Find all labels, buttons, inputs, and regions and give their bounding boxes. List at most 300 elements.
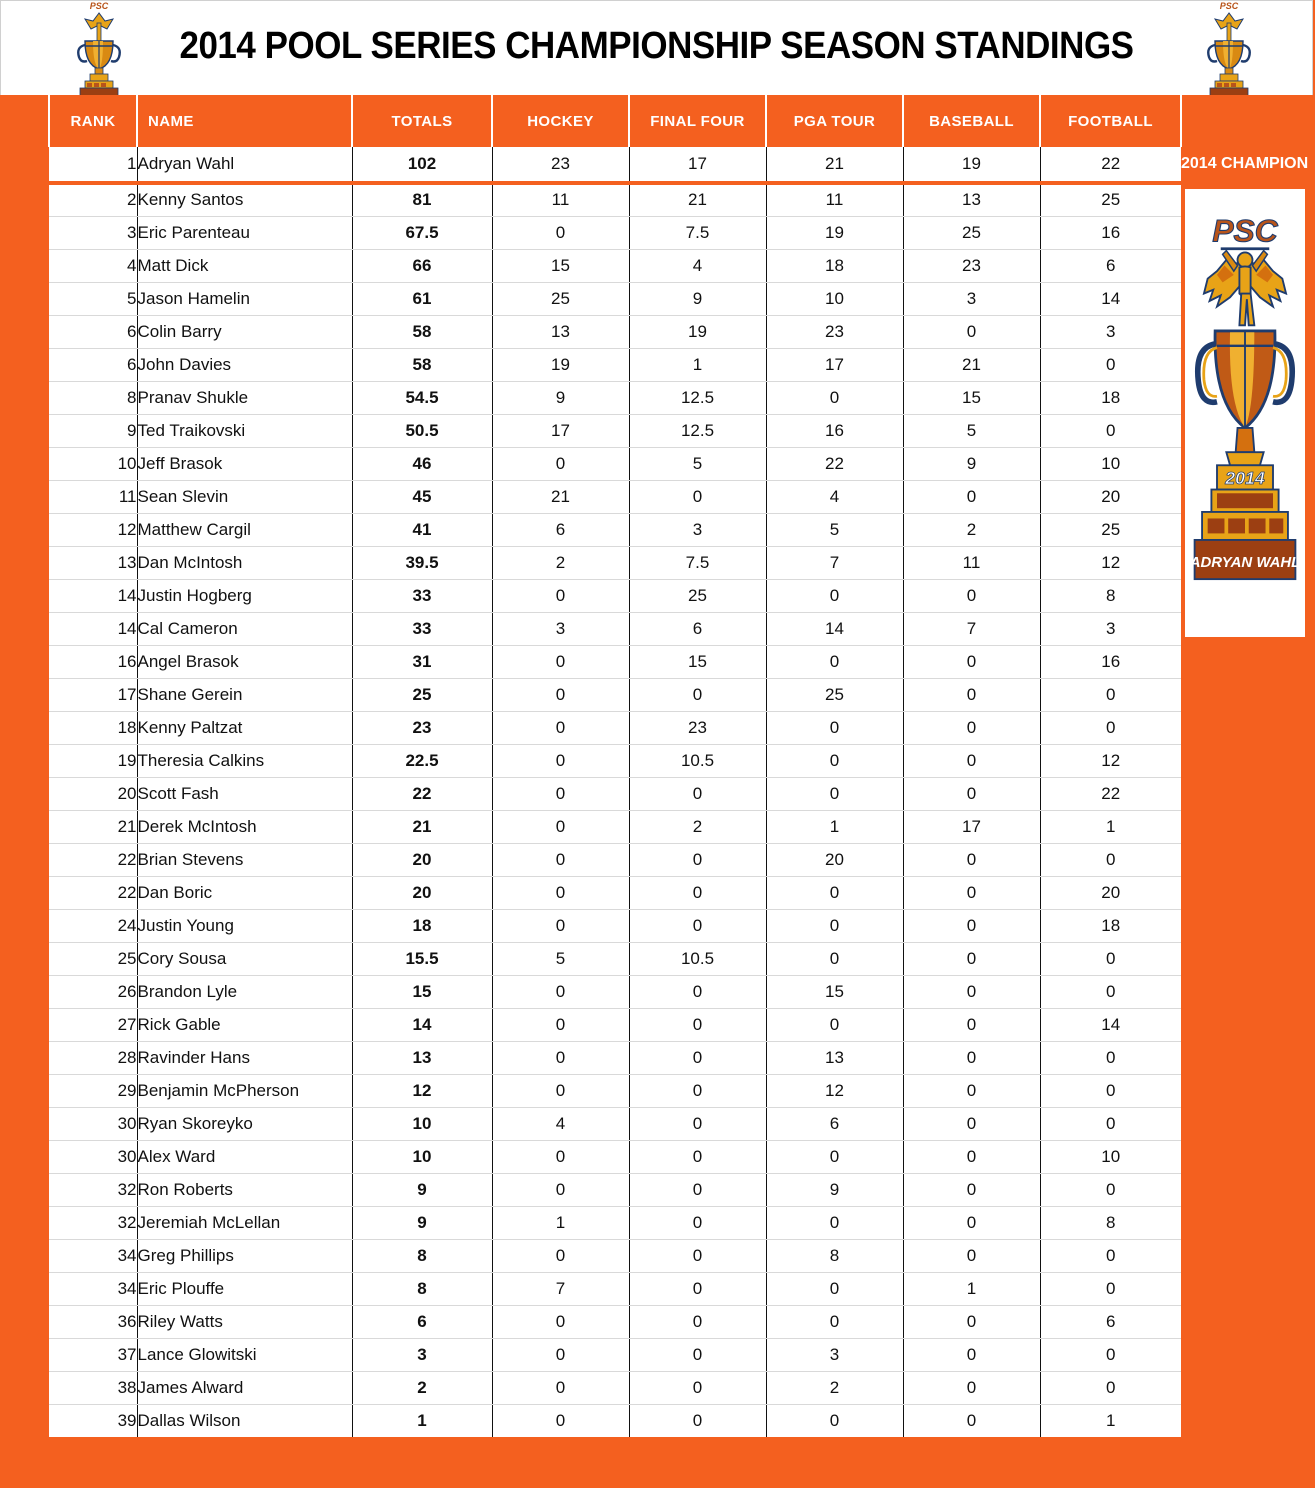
- pga-tour-cell: 22: [766, 447, 903, 480]
- final-four-cell: 12.5: [629, 381, 766, 414]
- table-body: [49, 147, 1181, 1437]
- football-cell: 1: [1040, 810, 1181, 843]
- hockey-cell: 7: [492, 1272, 629, 1305]
- table-row[interactable]: [49, 678, 1181, 711]
- totals-cell: 12: [352, 1074, 492, 1107]
- football-cell: 0: [1040, 1041, 1181, 1074]
- rank-cell: 1: [49, 147, 137, 183]
- totals-cell: 33: [352, 612, 492, 645]
- table-row[interactable]: [49, 348, 1181, 381]
- table-row[interactable]: [49, 1107, 1181, 1140]
- baseball-cell: 0: [903, 678, 1040, 711]
- hockey-cell: 0: [492, 645, 629, 678]
- football-cell: 0: [1040, 1107, 1181, 1140]
- name-cell: Shane Gerein: [137, 678, 352, 711]
- title-band: [0, 0, 1313, 95]
- final-four-cell: 10.5: [629, 744, 766, 777]
- table-row[interactable]: [49, 1008, 1181, 1041]
- rank-cell: 6: [49, 348, 137, 381]
- name-cell: John Davies: [137, 348, 352, 381]
- pga-tour-cell: 3: [766, 1338, 903, 1371]
- football-cell: 0: [1040, 1371, 1181, 1404]
- rank-cell: 36: [49, 1305, 137, 1338]
- table-row[interactable]: [49, 876, 1181, 909]
- baseball-cell: 0: [903, 645, 1040, 678]
- football-cell: 22: [1040, 147, 1181, 183]
- hockey-cell: 0: [492, 1239, 629, 1272]
- pga-tour-cell: 0: [766, 1206, 903, 1239]
- table-row[interactable]: [49, 546, 1181, 579]
- final-four-cell: 0: [629, 1404, 766, 1437]
- hockey-cell: 0: [492, 876, 629, 909]
- name-cell: Colin Barry: [137, 315, 352, 348]
- rank-cell: 4: [49, 249, 137, 282]
- final-four-cell: 0: [629, 1371, 766, 1404]
- totals-cell: 25: [352, 678, 492, 711]
- name-cell: Scott Fash: [137, 777, 352, 810]
- pga-tour-cell: 14: [766, 612, 903, 645]
- rank-cell: 26: [49, 975, 137, 1008]
- totals-cell: 21: [352, 810, 492, 843]
- hockey-cell: 0: [492, 678, 629, 711]
- table-row[interactable]: [49, 414, 1181, 447]
- pga-tour-cell: 1: [766, 810, 903, 843]
- name-cell: Matthew Cargil: [137, 513, 352, 546]
- baseball-cell: 15: [903, 381, 1040, 414]
- baseball-cell: 0: [903, 975, 1040, 1008]
- svg-text:2014: 2014: [1225, 467, 1265, 488]
- baseball-cell: 17: [903, 810, 1040, 843]
- pga-tour-cell: 13: [766, 1041, 903, 1074]
- totals-cell: 13: [352, 1041, 492, 1074]
- table-row[interactable]: [49, 249, 1181, 282]
- champion-trophy-icon: [1189, 193, 1301, 633]
- table-row[interactable]: [49, 480, 1181, 513]
- baseball-cell: 0: [903, 1305, 1040, 1338]
- totals-cell: 66: [352, 249, 492, 282]
- football-cell: 0: [1040, 348, 1181, 381]
- table-row[interactable]: [49, 612, 1181, 645]
- hockey-cell: 0: [492, 744, 629, 777]
- baseball-cell: 5: [903, 414, 1040, 447]
- baseball-cell: 7: [903, 612, 1040, 645]
- totals-cell: 18: [352, 909, 492, 942]
- pga-tour-cell: 0: [766, 744, 903, 777]
- table-row[interactable]: [49, 1371, 1181, 1404]
- hockey-cell: 4: [492, 1107, 629, 1140]
- final-four-cell: 15: [629, 645, 766, 678]
- table-row[interactable]: [49, 579, 1181, 612]
- final-four-cell: 0: [629, 1008, 766, 1041]
- name-cell: Riley Watts: [137, 1305, 352, 1338]
- table-row[interactable]: [49, 1206, 1181, 1239]
- column-header-final-four[interactable]: FINAL FOUR: [629, 95, 766, 147]
- svg-text:PSC: PSC: [1219, 1, 1239, 11]
- rank-cell: 24: [49, 909, 137, 942]
- rank-cell: 5: [49, 282, 137, 315]
- final-four-cell: 21: [629, 183, 766, 216]
- final-four-cell: 0: [629, 777, 766, 810]
- football-cell: 25: [1040, 183, 1181, 216]
- hockey-cell: 0: [492, 1173, 629, 1206]
- final-four-cell: 4: [629, 249, 766, 282]
- table-row[interactable]: [49, 513, 1181, 546]
- final-four-cell: 9: [629, 282, 766, 315]
- baseball-cell: 0: [903, 1239, 1040, 1272]
- football-cell: 18: [1040, 381, 1181, 414]
- pga-tour-cell: 15: [766, 975, 903, 1008]
- football-cell: 10: [1040, 1140, 1181, 1173]
- pga-tour-cell: 0: [766, 876, 903, 909]
- football-cell: 22: [1040, 777, 1181, 810]
- svg-text:PSC: PSC: [1212, 212, 1278, 249]
- name-cell: James Alward: [137, 1371, 352, 1404]
- football-cell: 10: [1040, 447, 1181, 480]
- hockey-cell: 6: [492, 513, 629, 546]
- table-row[interactable]: [49, 645, 1181, 678]
- rank-cell: 14: [49, 579, 137, 612]
- baseball-cell: 0: [903, 480, 1040, 513]
- final-four-cell: 12.5: [629, 414, 766, 447]
- rank-cell: 30: [49, 1107, 137, 1140]
- table-row[interactable]: [49, 1305, 1181, 1338]
- football-cell: 25: [1040, 513, 1181, 546]
- hockey-cell: 0: [492, 711, 629, 744]
- name-cell: Derek McIntosh: [137, 810, 352, 843]
- rank-cell: 18: [49, 711, 137, 744]
- baseball-cell: 23: [903, 249, 1040, 282]
- baseball-cell: 0: [903, 1338, 1040, 1371]
- table-row[interactable]: [49, 1041, 1181, 1074]
- table-row[interactable]: [49, 1404, 1181, 1437]
- rank-cell: 10: [49, 447, 137, 480]
- rank-cell: 25: [49, 942, 137, 975]
- baseball-cell: 0: [903, 1206, 1040, 1239]
- football-cell: 16: [1040, 216, 1181, 249]
- table-row[interactable]: [49, 744, 1181, 777]
- totals-cell: 2: [352, 1371, 492, 1404]
- final-four-cell: 19: [629, 315, 766, 348]
- name-cell: Eric Parenteau: [137, 216, 352, 249]
- hockey-cell: 0: [492, 216, 629, 249]
- final-four-cell: 0: [629, 843, 766, 876]
- pga-tour-cell: 0: [766, 1305, 903, 1338]
- table-row[interactable]: [49, 810, 1181, 843]
- totals-cell: 61: [352, 282, 492, 315]
- totals-cell: 50.5: [352, 414, 492, 447]
- name-cell: Dallas Wilson: [137, 1404, 352, 1437]
- final-four-cell: 25: [629, 579, 766, 612]
- name-cell: Angel Brasok: [137, 645, 352, 678]
- football-cell: 18: [1040, 909, 1181, 942]
- pga-tour-cell: 5: [766, 513, 903, 546]
- rank-cell: 29: [49, 1074, 137, 1107]
- baseball-cell: 0: [903, 711, 1040, 744]
- totals-cell: 31: [352, 645, 492, 678]
- final-four-cell: 23: [629, 711, 766, 744]
- table-row[interactable]: [49, 1272, 1181, 1305]
- name-cell: Jeff Brasok: [137, 447, 352, 480]
- hockey-cell: 0: [492, 1140, 629, 1173]
- hockey-cell: 0: [492, 447, 629, 480]
- totals-cell: 33: [352, 579, 492, 612]
- name-cell: Matt Dick: [137, 249, 352, 282]
- column-header-pga-tour[interactable]: PGA TOUR: [766, 95, 903, 147]
- rank-cell: 19: [49, 744, 137, 777]
- final-four-cell: 17: [629, 147, 766, 183]
- table-row[interactable]: [49, 183, 1181, 216]
- column-header-football[interactable]: FOOTBALL: [1040, 95, 1181, 147]
- column-header-baseball[interactable]: BASEBALL: [903, 95, 1040, 147]
- hockey-cell: 0: [492, 1074, 629, 1107]
- table-row[interactable]: [49, 975, 1181, 1008]
- table-row[interactable]: [49, 1239, 1181, 1272]
- rank-cell: 13: [49, 546, 137, 579]
- rank-cell: 6: [49, 315, 137, 348]
- hockey-cell: 9: [492, 381, 629, 414]
- hockey-cell: 0: [492, 579, 629, 612]
- hockey-cell: 0: [492, 1404, 629, 1437]
- baseball-cell: 0: [903, 1371, 1040, 1404]
- totals-cell: 9: [352, 1173, 492, 1206]
- name-cell: Dan Boric: [137, 876, 352, 909]
- baseball-cell: 0: [903, 942, 1040, 975]
- name-cell: Justin Hogberg: [137, 579, 352, 612]
- football-cell: 0: [1040, 414, 1181, 447]
- hockey-cell: 13: [492, 315, 629, 348]
- totals-cell: 15: [352, 975, 492, 1008]
- totals-cell: 8: [352, 1272, 492, 1305]
- totals-cell: 22: [352, 777, 492, 810]
- totals-cell: 81: [352, 183, 492, 216]
- name-cell: Sean Slevin: [137, 480, 352, 513]
- baseball-cell: 0: [903, 1074, 1040, 1107]
- column-header-totals[interactable]: TOTALS: [352, 95, 492, 147]
- pga-tour-cell: 0: [766, 909, 903, 942]
- football-cell: 6: [1040, 1305, 1181, 1338]
- hockey-cell: 0: [492, 975, 629, 1008]
- name-cell: Adryan Wahl: [137, 147, 352, 183]
- rank-cell: 2: [49, 183, 137, 216]
- column-header-rank[interactable]: RANK: [49, 95, 137, 147]
- totals-cell: 1: [352, 1404, 492, 1437]
- rank-cell: 16: [49, 645, 137, 678]
- pga-tour-cell: 0: [766, 777, 903, 810]
- final-four-cell: 0: [629, 1140, 766, 1173]
- rank-cell: 12: [49, 513, 137, 546]
- pga-tour-cell: 10: [766, 282, 903, 315]
- table-row[interactable]: [49, 843, 1181, 876]
- hockey-cell: 15: [492, 249, 629, 282]
- table-row[interactable]: [49, 447, 1181, 480]
- rank-cell: 32: [49, 1206, 137, 1239]
- totals-cell: 58: [352, 315, 492, 348]
- baseball-cell: 3: [903, 282, 1040, 315]
- rank-cell: 14: [49, 612, 137, 645]
- rank-cell: 22: [49, 843, 137, 876]
- hockey-cell: 0: [492, 1008, 629, 1041]
- champion-label: 2014 CHAMPION: [1181, 155, 1309, 172]
- hockey-cell: 0: [492, 843, 629, 876]
- totals-cell: 46: [352, 447, 492, 480]
- final-four-cell: 0: [629, 1239, 766, 1272]
- table-header: [49, 95, 1181, 147]
- baseball-cell: 11: [903, 546, 1040, 579]
- name-cell: Greg Phillips: [137, 1239, 352, 1272]
- pga-tour-cell: 7: [766, 546, 903, 579]
- trophy-icon-right: [1193, 0, 1265, 99]
- pga-tour-cell: 0: [766, 579, 903, 612]
- standings-table-container: [0, 95, 1313, 1488]
- pga-tour-cell: 11: [766, 183, 903, 216]
- table-row[interactable]: [49, 777, 1181, 810]
- totals-cell: 22.5: [352, 744, 492, 777]
- name-cell: Cory Sousa: [137, 942, 352, 975]
- pga-tour-cell: 16: [766, 414, 903, 447]
- totals-cell: 20: [352, 843, 492, 876]
- football-cell: 0: [1040, 1338, 1181, 1371]
- hockey-cell: 0: [492, 1041, 629, 1074]
- hockey-cell: 11: [492, 183, 629, 216]
- table-row[interactable]: [49, 315, 1181, 348]
- table-row[interactable]: [49, 909, 1181, 942]
- baseball-cell: 0: [903, 843, 1040, 876]
- baseball-cell: 13: [903, 183, 1040, 216]
- name-cell: Benjamin McPherson: [137, 1074, 352, 1107]
- football-cell: 16: [1040, 645, 1181, 678]
- pga-tour-cell: 4: [766, 480, 903, 513]
- column-header-name[interactable]: NAME: [137, 95, 352, 147]
- totals-cell: 14: [352, 1008, 492, 1041]
- hockey-cell: 0: [492, 810, 629, 843]
- final-four-cell: 2: [629, 810, 766, 843]
- table-row[interactable]: [49, 1338, 1181, 1371]
- football-cell: 12: [1040, 744, 1181, 777]
- hockey-cell: 0: [492, 909, 629, 942]
- baseball-cell: 9: [903, 447, 1040, 480]
- final-four-cell: 0: [629, 1206, 766, 1239]
- football-cell: 1: [1040, 1404, 1181, 1437]
- totals-cell: 39.5: [352, 546, 492, 579]
- table-row[interactable]: [49, 216, 1181, 249]
- totals-cell: 67.5: [352, 216, 492, 249]
- hockey-cell: 17: [492, 414, 629, 447]
- rank-cell: 34: [49, 1239, 137, 1272]
- name-cell: Pranav Shukle: [137, 381, 352, 414]
- name-cell: Ryan Skoreyko: [137, 1107, 352, 1140]
- hockey-cell: 3: [492, 612, 629, 645]
- football-cell: 20: [1040, 876, 1181, 909]
- hockey-cell: 23: [492, 147, 629, 183]
- final-four-cell: 0: [629, 1272, 766, 1305]
- table-row[interactable]: [49, 282, 1181, 315]
- pga-tour-cell: 0: [766, 942, 903, 975]
- totals-cell: 10: [352, 1140, 492, 1173]
- rank-cell: 17: [49, 678, 137, 711]
- football-cell: 0: [1040, 1074, 1181, 1107]
- name-cell: Jason Hamelin: [137, 282, 352, 315]
- champion-trophy-panel: [1181, 185, 1309, 641]
- table-row[interactable]: [49, 1173, 1181, 1206]
- table-row[interactable]: [49, 381, 1181, 414]
- pga-tour-cell: 18: [766, 249, 903, 282]
- final-four-cell: 1: [629, 348, 766, 381]
- final-four-cell: 0: [629, 1041, 766, 1074]
- football-cell: 20: [1040, 480, 1181, 513]
- final-four-cell: 0: [629, 1074, 766, 1107]
- name-cell: Justin Young: [137, 909, 352, 942]
- football-cell: 8: [1040, 1206, 1181, 1239]
- totals-cell: 3: [352, 1338, 492, 1371]
- final-four-cell: 7.5: [629, 216, 766, 249]
- rank-cell: 28: [49, 1041, 137, 1074]
- table-row[interactable]: [49, 942, 1181, 975]
- rank-cell: 3: [49, 216, 137, 249]
- rank-cell: 39: [49, 1404, 137, 1437]
- rank-cell: 30: [49, 1140, 137, 1173]
- football-cell: 3: [1040, 612, 1181, 645]
- football-cell: 8: [1040, 579, 1181, 612]
- name-cell: Rick Gable: [137, 1008, 352, 1041]
- table-row[interactable]: [49, 147, 1181, 183]
- final-four-cell: 7.5: [629, 546, 766, 579]
- pga-tour-cell: 0: [766, 381, 903, 414]
- final-four-cell: 6: [629, 612, 766, 645]
- pga-tour-cell: 0: [766, 1140, 903, 1173]
- rank-cell: 27: [49, 1008, 137, 1041]
- name-cell: Brian Stevens: [137, 843, 352, 876]
- name-cell: Brandon Lyle: [137, 975, 352, 1008]
- football-cell: 0: [1040, 843, 1181, 876]
- final-four-cell: 0: [629, 480, 766, 513]
- rank-cell: 38: [49, 1371, 137, 1404]
- svg-text:ADRYAN WAHL: ADRYAN WAHL: [1189, 554, 1301, 571]
- baseball-cell: 0: [903, 1008, 1040, 1041]
- hockey-cell: 25: [492, 282, 629, 315]
- name-cell: Eric Plouffe: [137, 1272, 352, 1305]
- svg-text:PSC: PSC: [89, 1, 109, 11]
- hockey-cell: 1: [492, 1206, 629, 1239]
- baseball-cell: 0: [903, 744, 1040, 777]
- rank-cell: 8: [49, 381, 137, 414]
- baseball-cell: 21: [903, 348, 1040, 381]
- totals-cell: 8: [352, 1239, 492, 1272]
- pga-tour-cell: 0: [766, 645, 903, 678]
- table-row[interactable]: [49, 1140, 1181, 1173]
- rank-cell: 11: [49, 480, 137, 513]
- standings-table: [48, 95, 1182, 1437]
- final-four-cell: 0: [629, 1173, 766, 1206]
- name-cell: Kenny Paltzat: [137, 711, 352, 744]
- column-header-hockey[interactable]: HOCKEY: [492, 95, 629, 147]
- name-cell: Theresia Calkins: [137, 744, 352, 777]
- table-row[interactable]: [49, 711, 1181, 744]
- final-four-cell: 0: [629, 1107, 766, 1140]
- final-four-cell: 3: [629, 513, 766, 546]
- hockey-cell: 19: [492, 348, 629, 381]
- name-cell: Cal Cameron: [137, 612, 352, 645]
- pga-tour-cell: 8: [766, 1239, 903, 1272]
- baseball-cell: 25: [903, 216, 1040, 249]
- totals-cell: 102: [352, 147, 492, 183]
- football-cell: 0: [1040, 1239, 1181, 1272]
- hockey-cell: 5: [492, 942, 629, 975]
- table-row[interactable]: [49, 1074, 1181, 1107]
- baseball-cell: 0: [903, 1107, 1040, 1140]
- baseball-cell: 1: [903, 1272, 1040, 1305]
- name-cell: Jeremiah McLellan: [137, 1206, 352, 1239]
- baseball-cell: 0: [903, 579, 1040, 612]
